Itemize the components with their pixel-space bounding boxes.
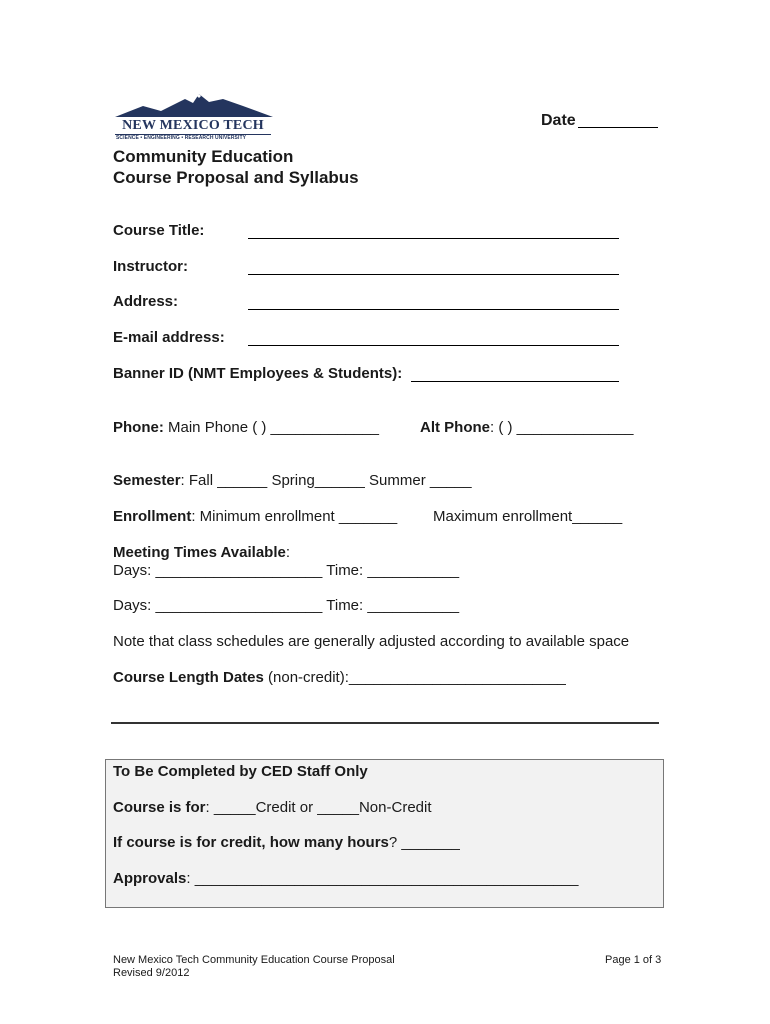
logo-tagline: SCIENCE • ENGINEERING • RESEARCH UNIVERSITY: [116, 135, 247, 141]
course-length-row: [113, 669, 566, 687]
semester-row: [113, 472, 472, 490]
new-mexico-tech-logo: [113, 90, 273, 145]
footer-revision: Revised 9/2012: [113, 967, 190, 979]
section-divider: [111, 722, 659, 724]
footer-title: New Mexico Tech Community Education Course Proposal: [113, 954, 395, 966]
date-field[interactable]: [578, 111, 658, 128]
alt-phone-field[interactable]: : ( ) ______________: [490, 419, 634, 436]
alt-phone-row: [420, 419, 633, 437]
semester-label: Semester: [113, 472, 181, 489]
approvals-field[interactable]: : ______________________________________________: [186, 870, 579, 887]
schedule-note: Note that class schedules are generally adjusted according to available space: [113, 633, 630, 650]
course-for-label: Course is for: [113, 799, 206, 816]
address-label: Address:: [113, 293, 179, 310]
page-number: Page 1 of 3: [605, 954, 662, 966]
course-length-field[interactable]: (non-credit):__________________________: [263, 669, 566, 686]
banner-id-label: Banner ID (NMT Employees & Students):: [113, 365, 403, 382]
instructor-label: Instructor:: [113, 258, 188, 275]
page-title: Community Education: [113, 147, 294, 166]
logo-name: NEW MEXICO TECH: [122, 118, 264, 133]
date-label: Date: [541, 112, 576, 129]
meeting-times-heading: Meeting Times Available:: [113, 544, 291, 561]
semester-options[interactable]: : Fall ______ Spring______ Summer _____: [180, 472, 472, 489]
instructor-field[interactable]: [248, 258, 619, 275]
enrollment-row: [113, 508, 397, 526]
maximum-enrollment-field[interactable]: Maximum enrollment______: [433, 508, 623, 525]
phone-row: [113, 419, 379, 437]
address-field[interactable]: [248, 293, 619, 310]
course-length-label: Course Length Dates: [113, 669, 264, 686]
phone-label: Phone:: [113, 419, 164, 436]
ced-heading: To Be Completed by CED Staff Only: [113, 763, 368, 780]
credit-choice-field[interactable]: : _____Credit or _____Non-Credit: [205, 799, 432, 816]
credit-hours-field[interactable]: ? _______: [388, 834, 460, 851]
banner-id-field[interactable]: [411, 365, 619, 382]
email-label: E-mail address:: [113, 329, 225, 346]
alt-phone-label: Alt Phone: [420, 419, 490, 436]
approvals-row: [113, 870, 578, 888]
page-subtitle: Course Proposal and Syllabus: [113, 168, 359, 187]
meeting-row-2[interactable]: Days: ____________________ Time: ___________: [113, 597, 460, 614]
approvals-label: Approvals: [113, 870, 187, 887]
meeting-times-label: Meeting Times Available: [113, 544, 286, 561]
email-field[interactable]: [248, 329, 619, 346]
minimum-enrollment-field[interactable]: : Minimum enrollment _______: [191, 508, 398, 525]
credit-hours-row: [113, 834, 460, 852]
credit-hours-label: If course is for credit, how many hours: [113, 834, 389, 851]
enrollment-label: Enrollment: [113, 508, 192, 525]
mountain-logo-icon: [113, 90, 273, 120]
course-title-field[interactable]: [248, 222, 619, 239]
meeting-row-1[interactable]: Days: ____________________ Time: ___________: [113, 562, 460, 579]
course-title-label: Course Title:: [113, 222, 205, 239]
main-phone-field[interactable]: Main Phone ( ) _____________: [168, 419, 380, 436]
course-for-row: [113, 799, 432, 817]
